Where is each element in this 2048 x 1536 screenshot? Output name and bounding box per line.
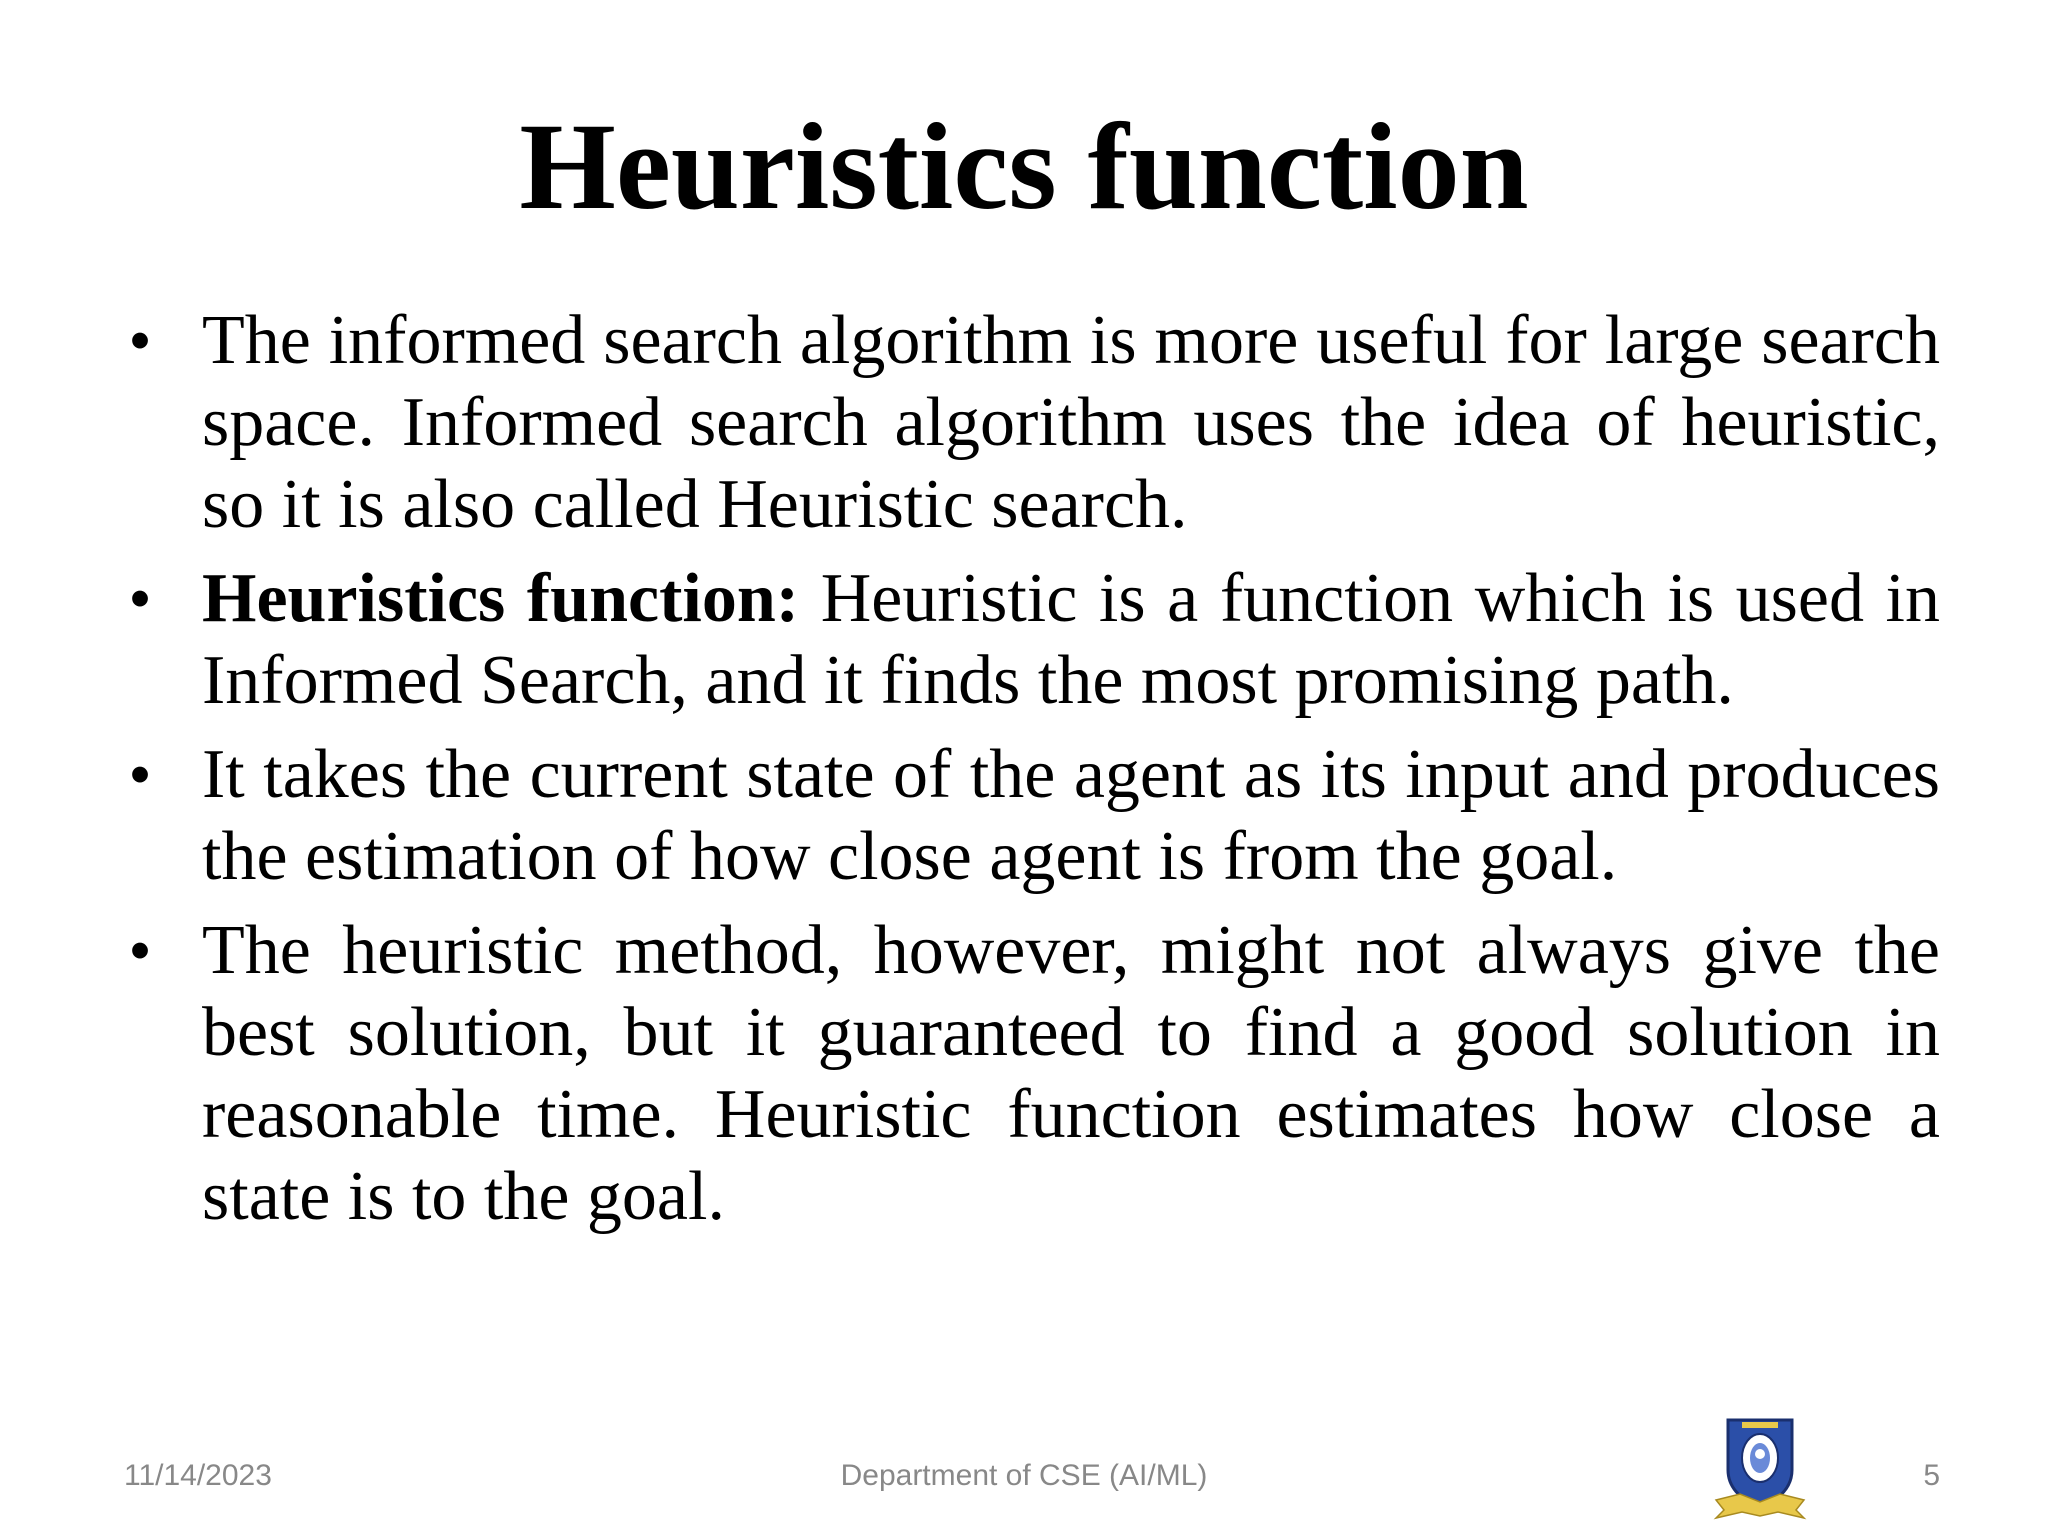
slide-title: Heuristics function	[519, 98, 1529, 235]
bullet-marker: •	[129, 308, 151, 373]
bullet-text: Heuristic is a function which is used in Informed Search, and it finds the most promising path.	[202, 560, 1941, 719]
footer-page-number: 5	[1923, 1459, 1940, 1492]
bullet-marker: •	[129, 566, 151, 631]
bullet-item	[120, 300, 1940, 546]
bullet-item	[120, 558, 1940, 722]
bullet-bold-term: Heuristics function:	[202, 560, 800, 637]
footer-date: 11/14/2023	[124, 1459, 272, 1492]
footer-department: Department of CSE (AI/ML)	[840, 1459, 1208, 1492]
bullet-marker: •	[129, 742, 151, 807]
bullet-item	[120, 910, 1940, 1238]
bullet-item	[120, 734, 1940, 898]
institution-crest-logo-icon	[1712, 1412, 1808, 1520]
bullet-list	[120, 300, 1940, 1250]
bullet-text: The heuristic method, however, might not always give the best solution, but it guaranteed to find a good solution in reasonable time. Heuristic function estimates how close a state is to the goal.	[202, 912, 1940, 1235]
bullet-text: It takes the current state of the agent as its input and produces the estimation of how close agent is from the goal.	[202, 736, 1940, 895]
bullet-text: The informed search algorithm is more useful for large search space. Informed search algorithm uses the idea of heuristic, so it is also called Heuristic search.	[202, 302, 1940, 543]
bullet-marker: •	[129, 918, 151, 983]
